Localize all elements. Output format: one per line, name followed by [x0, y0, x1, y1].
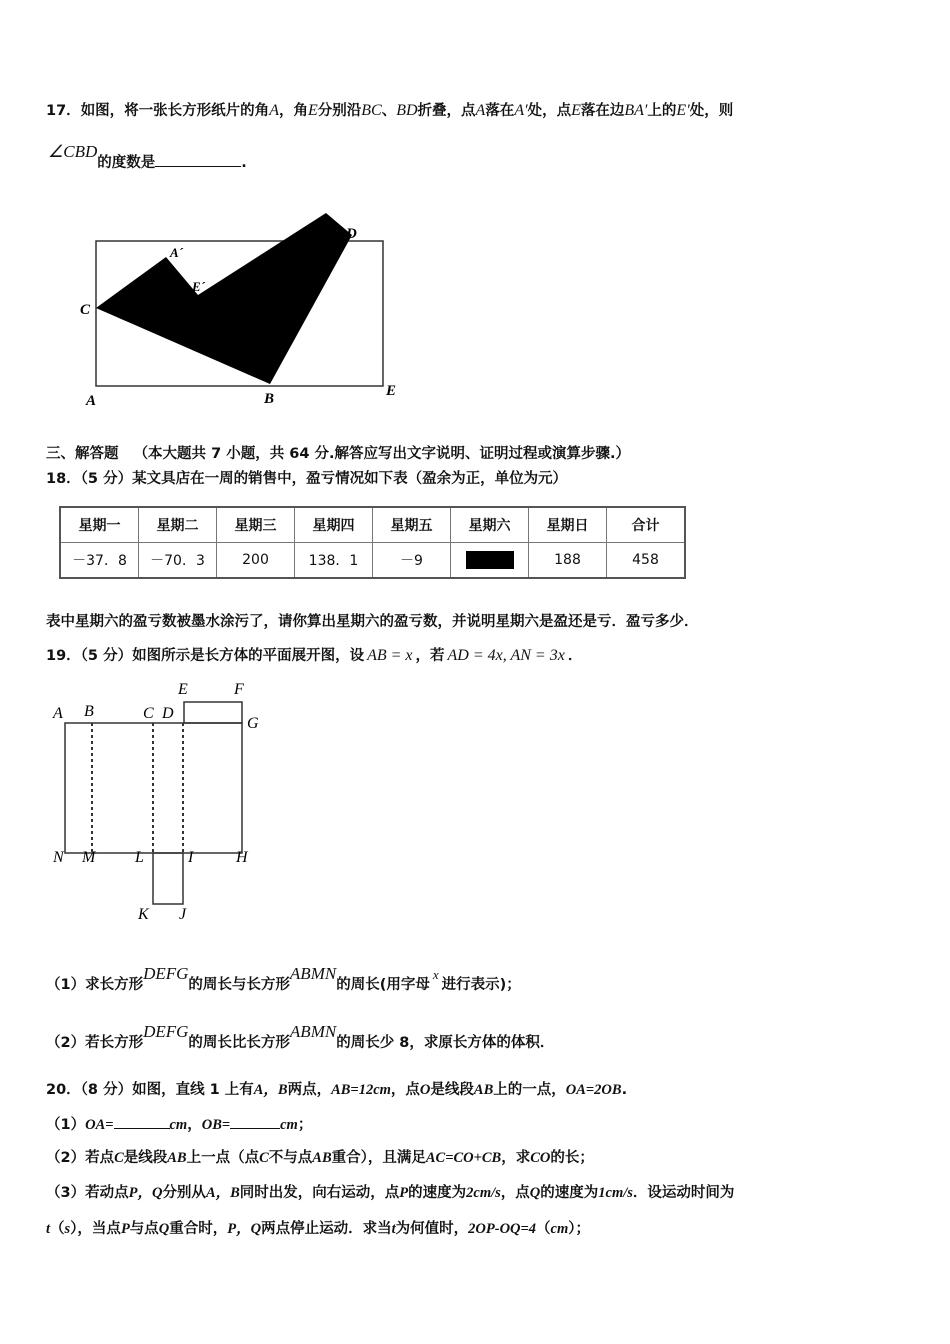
q20-text: 重合时，	[169, 1221, 228, 1237]
q19-text: ，若	[415, 648, 445, 664]
ink-blot-cell	[451, 543, 529, 579]
q20-math: 2cm/s	[466, 1185, 501, 1201]
table-header-cell: 合计	[607, 507, 686, 543]
q20-text: 同时出发，向右运动，点	[239, 1185, 400, 1201]
q20-text: ）；	[568, 1221, 590, 1237]
ink-blot	[466, 551, 514, 569]
q20-text: ，点	[500, 1185, 530, 1201]
q20-text: 20．（8 分）如图，直线 1 上有	[46, 1082, 254, 1098]
q20-math: AB	[473, 1082, 494, 1098]
q19-text: 的周长比长方形	[188, 1035, 290, 1051]
q20-text: ；	[297, 1117, 313, 1133]
q17-line1	[46, 101, 733, 121]
q20-text: 不与点	[268, 1150, 313, 1166]
q20-math: t	[391, 1221, 396, 1237]
q17-text: 落在	[485, 103, 515, 119]
q20-text: （	[536, 1221, 551, 1237]
sales-table	[59, 506, 686, 579]
q17-text: 落在边	[580, 103, 625, 119]
q20-math: cm	[550, 1221, 569, 1237]
net-bottom-rect	[153, 853, 183, 904]
q20-text: 两点，	[287, 1082, 332, 1098]
q19-text: ．	[567, 648, 583, 664]
q20-math: cm	[280, 1117, 298, 1133]
table-cell: －9	[373, 543, 451, 579]
q19-text: 进行表示)；	[441, 977, 521, 993]
label-c: C	[80, 302, 91, 318]
q19-text: （1）求长方形	[46, 977, 144, 993]
q20-text: ），当点	[70, 1221, 121, 1237]
q20-math: CO	[530, 1150, 551, 1166]
q19-math: ABMN	[289, 964, 337, 983]
label-j: J	[179, 906, 187, 923]
label-c: C	[143, 705, 154, 722]
table-header-cell: 星期一	[60, 507, 139, 543]
angle-cbd: ∠CBD	[48, 142, 98, 161]
q19-math: ABMN	[289, 1022, 337, 1041]
q20-math: OB=	[201, 1117, 231, 1133]
q19-math: x	[432, 967, 439, 982]
answer-blank[interactable]	[155, 152, 241, 167]
q20-text: （	[50, 1221, 65, 1237]
q20-math: AB	[167, 1150, 187, 1166]
q20-sub3	[46, 1183, 734, 1203]
q20-math: A，B	[205, 1185, 240, 1201]
label-m: M	[82, 849, 96, 866]
label-d: D	[162, 705, 174, 722]
q20-math: AB=12cm	[331, 1082, 391, 1098]
q20-math: P，Q	[227, 1221, 262, 1237]
label-i: I	[188, 849, 194, 866]
q18-text: 18．（5 分）某文具店在一周的销售中，盈亏情况如下表（盈余为正，单位为元）	[46, 471, 568, 487]
q20-text: ，	[187, 1117, 202, 1133]
q19-math: AD = 4x, AN = 3x	[447, 647, 565, 664]
q20-sub3-cont	[46, 1219, 590, 1239]
table-header-cell: 星期三	[217, 507, 295, 543]
q17-text: 处，点	[527, 103, 572, 119]
table-cell: 458	[607, 543, 686, 579]
q19-text: 的周长少 8，求原长方体的体积．	[336, 1035, 555, 1051]
q19-text: 的周长(用字母	[336, 977, 430, 993]
q20-math: t	[46, 1221, 51, 1237]
q20-math: s	[64, 1221, 71, 1237]
q17-text: 处，则	[689, 103, 734, 119]
q20-sub2	[46, 1148, 594, 1168]
label-e: E	[178, 681, 188, 698]
q20-text: 上一点（点	[186, 1150, 260, 1166]
table-cell: 138．1	[295, 543, 373, 579]
label-b: B	[264, 391, 275, 407]
table-row	[60, 543, 685, 579]
q19-math: AB = x	[367, 647, 413, 664]
table-header-cell: 星期六	[451, 507, 529, 543]
q17-text: 上的	[647, 103, 677, 119]
label-d: D	[346, 226, 357, 242]
table-header-row	[60, 507, 685, 543]
q17-text: 分别沿	[317, 103, 362, 119]
q19-sub2	[46, 1022, 555, 1053]
q19-math: DEFG	[143, 1022, 189, 1041]
q20-text: 两点停止运动．求当	[261, 1221, 392, 1237]
q17-math: BC	[361, 102, 382, 119]
q17-number: 17．	[46, 103, 81, 119]
q19-text: 19．（5 分）如图所示是长方体的平面展开图，设	[46, 648, 365, 664]
q20-line1	[46, 1080, 627, 1100]
section-header	[46, 444, 630, 464]
table-header-cell: 星期二	[139, 507, 217, 543]
q20-text: 分别从	[162, 1185, 206, 1201]
q20-text: 上的一点，	[493, 1082, 566, 1098]
table-cell: 200	[217, 543, 295, 579]
q17-text: 、	[381, 103, 397, 119]
q17-math: E	[571, 102, 581, 119]
q17-text: 折叠，点	[417, 103, 476, 119]
net-figure	[50, 676, 280, 926]
fold-figure	[70, 205, 410, 415]
q20-math: C	[114, 1150, 124, 1166]
q17-text: .	[241, 155, 247, 171]
q17-line2	[48, 142, 247, 173]
q20-text: ，求	[501, 1150, 531, 1166]
q20-math: P，Q	[128, 1185, 163, 1201]
q20-text: ，点	[390, 1082, 420, 1098]
q20-math: Q	[529, 1185, 541, 1201]
answer-blank-ob[interactable]	[230, 1114, 280, 1129]
table-cell: －70．3	[139, 543, 217, 579]
q20-math: C	[259, 1150, 269, 1166]
q20-text: 的长；	[550, 1150, 594, 1166]
section-desc: （本大题共 7 小题，共 64 分.解答应写出文字说明、证明过程或演算步骤.）	[133, 446, 631, 462]
label-e: E	[386, 383, 397, 399]
q20-text: ．设运动时间为	[632, 1185, 735, 1201]
q20-math: P	[399, 1185, 409, 1201]
q17-math: BD	[396, 102, 418, 119]
label-e-prime: E´	[192, 279, 205, 294]
label-a: A	[86, 393, 97, 409]
q20-text: 的速度为	[540, 1185, 599, 1201]
label-k: K	[138, 906, 149, 923]
q20-math: AB	[312, 1150, 332, 1166]
answer-blank-oa[interactable]	[114, 1114, 170, 1129]
q20-text: .	[621, 1082, 628, 1098]
q17-math: E′	[676, 102, 690, 119]
q20-math: OA=2OB	[565, 1082, 622, 1098]
label-a-prime: A´	[170, 245, 183, 260]
label-n: N	[53, 849, 64, 866]
q20-math: 2OP-OQ=4	[468, 1221, 537, 1237]
q20-sub1	[46, 1114, 312, 1135]
table-cell: －37．8	[60, 543, 139, 579]
q20-math: AC=CO+CB	[425, 1150, 502, 1166]
q20-text: 为何值时，	[395, 1221, 469, 1237]
folded-shape	[96, 213, 352, 384]
q20-text: （3）若动点	[46, 1185, 129, 1201]
q20-text: （1）	[46, 1117, 86, 1133]
net-top-rect	[184, 702, 242, 723]
q20-text: 是线段	[123, 1150, 168, 1166]
q19-text: 的周长与长方形	[188, 977, 290, 993]
q18-follow: 表中星期六的盈亏数被墨水涂污了，请你算出星期六的盈亏数，并说明星期六是盈还是亏．盈亏多少．	[46, 614, 699, 630]
q20-text: （2）若点	[46, 1150, 115, 1166]
q17-math: A′	[514, 102, 528, 119]
table-cell: 188	[529, 543, 607, 579]
label-h: H	[236, 849, 248, 866]
label-a: A	[53, 705, 63, 722]
label-b: B	[84, 703, 94, 720]
section-title: 三、解答题	[46, 446, 119, 462]
q20-math: A，B	[253, 1082, 288, 1098]
q20-text: 是线段	[430, 1082, 474, 1098]
label-f: F	[234, 681, 244, 698]
q20-math: O	[419, 1082, 431, 1098]
q19-sub1	[46, 964, 521, 995]
q17-math: A	[269, 102, 279, 119]
table-header-cell: 星期四	[295, 507, 373, 543]
label-l: L	[135, 849, 144, 866]
q20-math: Q	[158, 1221, 170, 1237]
q17-math: BA′	[624, 102, 648, 119]
q20-math: cm	[169, 1117, 188, 1133]
q17-text: ，角	[278, 103, 308, 119]
q20-math: P	[120, 1221, 130, 1237]
q19-text: （2）若长方形	[46, 1035, 144, 1051]
label-g: G	[247, 715, 259, 732]
q17-text: 如图，将一张长方形纸片的角	[80, 103, 270, 119]
q20-math: 1cm/s	[598, 1185, 633, 1201]
q19-math: DEFG	[143, 964, 189, 983]
q17-math: A	[475, 102, 486, 119]
q17-text: 的度数是	[97, 155, 156, 171]
q19-line	[46, 646, 582, 666]
q20-text: 的速度为	[408, 1185, 467, 1201]
q20-text: 与点	[129, 1221, 159, 1237]
table-header-cell: 星期五	[373, 507, 451, 543]
q20-math: OA=	[85, 1117, 114, 1133]
table-header-cell: 星期日	[529, 507, 607, 543]
q17-math: E	[307, 102, 318, 119]
q20-text: 重合），且满足	[331, 1150, 426, 1166]
